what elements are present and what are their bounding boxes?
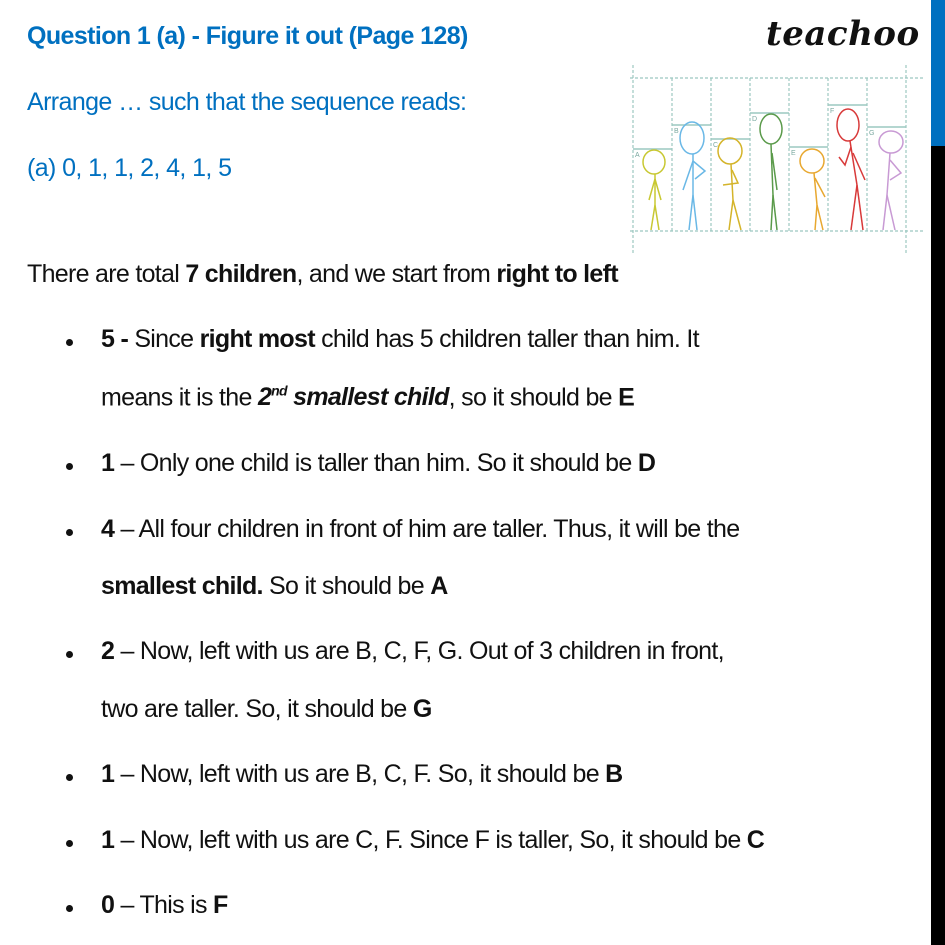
step-answer: D xyxy=(637,449,656,477)
step-number: 2 xyxy=(101,637,115,665)
step-answer: G xyxy=(412,695,432,723)
step-4-line1 xyxy=(101,515,739,544)
side-accent-bar xyxy=(931,0,945,146)
step-text: – Now, left with us are C, F. Since F is taller, So, it should be xyxy=(114,826,747,854)
intro-text: There are total xyxy=(27,260,186,288)
step-text: child has 5 children taller than him. It xyxy=(314,325,699,353)
step-text: – This is xyxy=(114,891,214,919)
svg-text:F: F xyxy=(830,108,835,115)
question-title: Question 1 (a) - Figure it out (Page 128) xyxy=(27,22,468,50)
intro-bold-count: 7 children xyxy=(185,260,297,288)
step-number: 1 xyxy=(101,760,115,788)
step-text: two are taller. So, it should be xyxy=(101,695,413,723)
svg-text:E: E xyxy=(791,150,796,157)
step-0-f xyxy=(101,891,228,920)
step-bold: right most xyxy=(199,325,315,353)
svg-text:D: D xyxy=(752,116,758,123)
svg-text:B: B xyxy=(674,128,679,135)
intro-text: , and we start from xyxy=(296,260,497,288)
step-2-line1 xyxy=(101,637,724,666)
question-prompt: Arrange … such that the sequence reads: xyxy=(27,88,467,116)
step-text: means it is the xyxy=(101,383,258,412)
bullet-icon xyxy=(66,840,73,847)
svg-text:C: C xyxy=(713,142,719,149)
step-number: 0 xyxy=(101,891,115,919)
step-text: – All four children in front of him are taller. Thus, it will be the xyxy=(114,515,740,543)
ordinal-suffix: nd xyxy=(271,383,287,399)
step-1-c xyxy=(101,826,764,855)
step-text: , so it should be xyxy=(448,383,619,412)
step-number: 1 xyxy=(101,826,115,854)
step-text: – Now, left with us are B, C, F. So, it should be xyxy=(114,760,606,788)
bullet-icon xyxy=(66,529,73,536)
step-text: So it should be xyxy=(262,572,431,600)
bullet-icon xyxy=(66,905,73,912)
step-number: 1 xyxy=(101,449,115,477)
step-5-line1 xyxy=(101,325,699,354)
bullet-icon xyxy=(66,339,73,346)
bullet-icon xyxy=(66,774,73,781)
step-answer: A xyxy=(430,572,448,600)
side-dark-bar xyxy=(931,146,945,945)
step-1-b xyxy=(101,760,623,789)
step-text: – Only one child is taller than him. So it should be xyxy=(114,449,638,477)
bullet-icon xyxy=(66,651,73,658)
step-text: – Now, left with us are B, C, F, G. Out of 3 children in front, xyxy=(114,637,724,665)
step-4-line2 xyxy=(101,572,448,601)
step-number: 5 - xyxy=(101,325,129,353)
question-sequence: (a) 0, 1, 1, 2, 4, 1, 5 xyxy=(27,154,232,182)
intro-bold-direction: right to left xyxy=(496,260,618,288)
intro-paragraph xyxy=(27,260,618,289)
step-1-d xyxy=(101,449,655,478)
step-answer: C xyxy=(746,826,765,854)
step-text: Since xyxy=(128,325,200,353)
ordinal-number: 2 xyxy=(257,383,272,412)
step-number: 4 xyxy=(101,515,115,543)
children-height-illustration xyxy=(625,55,925,255)
step-answer: B xyxy=(605,760,623,788)
step-bold-italic: smallest child xyxy=(286,383,449,412)
svg-text:G: G xyxy=(869,130,875,137)
step-answer: F xyxy=(213,891,228,919)
teachoo-logo: teachoo xyxy=(766,14,920,54)
svg-text:A: A xyxy=(635,152,640,159)
step-2-line2 xyxy=(101,695,432,724)
step-answer: E xyxy=(618,383,635,412)
step-5-line2 xyxy=(101,383,634,412)
bullet-icon xyxy=(66,463,73,470)
step-bold: smallest child. xyxy=(101,572,263,600)
